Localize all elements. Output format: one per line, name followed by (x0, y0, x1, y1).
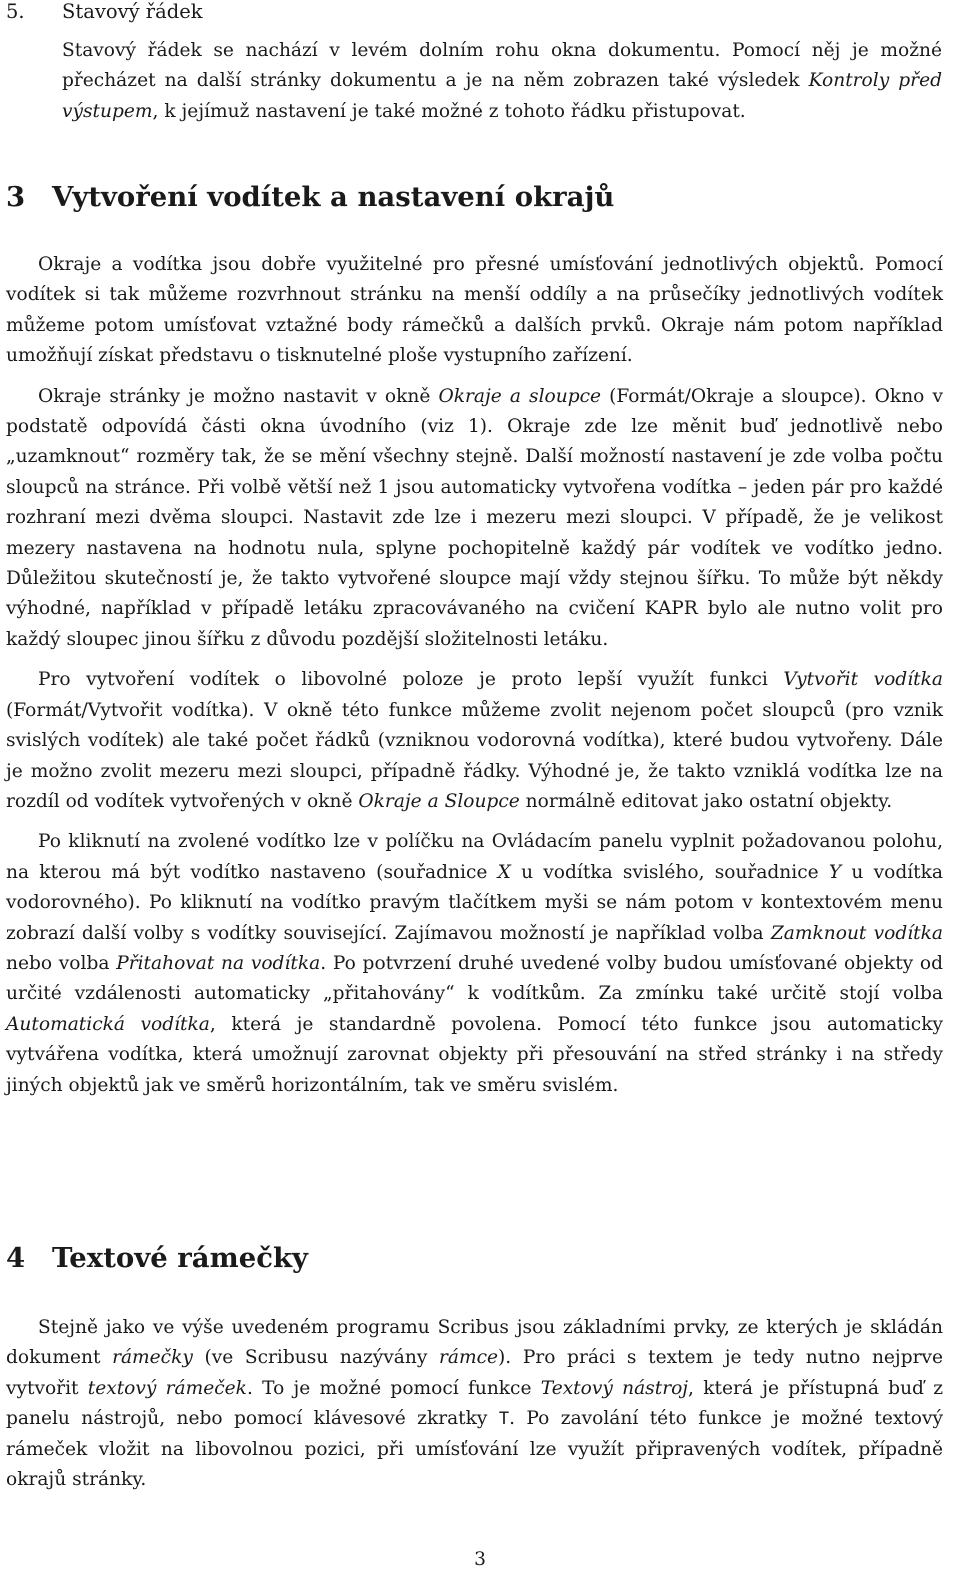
list-item-heading (6, 0, 203, 24)
paragraph: Stavový řádek se nachází v levém dolním rohu okna dokumentu. Pomocí něj je možné přecházet na další stránky dokumentu a je na něm zobrazen také výsledek Kontroly před výstupem, k jejímuž nastavení je také možné z tohoto řádku přistupovat. (62, 40, 942, 122)
section-title: Vytvoření vodítek a nastavení okrajů (52, 181, 615, 213)
page-number: 3 (474, 1549, 486, 1570)
paragraph: Stejně jako ve výše uvedeném programu Scribus jsou základními prvky, ze kterých je skládán dokument rámečky (ve Scribusu nazývány rámce). Pro práci s textem je tedy nutno nejprve vytvořit textový rámeček. To je možné pomocí funkce Textový nástroj, která je přístupná buď z panelu nástrojů, nebo pomocí klávesové zkratky T. Po zavolání této funkce je možné textový rámeček vložit na libovolnou pozici, při umísťování lze využít připravených vodítek, případně okrajů stránky. (6, 1317, 944, 1491)
section-heading-3 (6, 180, 614, 214)
keyboard-shortcut: T (498, 1409, 510, 1430)
paragraph: Okraje stránky je možno nastavit v okně Okraje a sloupce (Formát/Okraje a sloupce). Okno v podstatě odpovídá části okna úvodního (viz 1). Okraje zde lze měnit buď jednotlivě nebo „uzamknout“ rozměry tak, že se mění všechny stejně. Další možností nastavení je zde volba počtu sloupců na stránce. Při volbě větší než 1 jsou automaticky vytvořena vodítka – jeden pár pro každé rozhraní mezi dvěma sloupci. Nastavit zde lze i mezeru mezi sloupci. V případě, že je velikost mezery nastavena na hodnotu nula, splyne pochopitelně každý pár vodítek ve vodítko jedno. Důležitou skutečností je, že takto vytvořené sloupce mají vždy stejnou šířku. To může být někdy výhodné, například v případě letáku zpracovávaného na cvičení KAPR bylo ale nutno volit pro každý sloupec jinou šířku z důvodu pozdější složitelnosti letáku. (6, 385, 943, 650)
list-item-body (62, 36, 942, 127)
paragraph: Okraje a vodítka jsou dobře využitelné pro přesné umísťování jednotlivých objektů. Pomocí vodítek si tak můžeme rozvrhnout stránku na menší oddíly a na průsečíky jednotlivých vodítek můžeme potom umísťovat vztažné body rámečků a dalších prvků. Okraje nám potom například umožňují získat představu o tisknutelné ploše vystupního zařízení. (6, 254, 943, 367)
section-number: 3 (6, 181, 26, 213)
section-heading-4 (6, 1241, 308, 1275)
section-title: Textové rámečky (52, 1242, 308, 1274)
list-item-number: 5. (6, 0, 25, 23)
paragraph: Pro vytvoření vodítek o libovolné poloze je proto lepší využít funkci Vytvořit vodítka (Formát/Vytvořit vodítka). V okně této funkce můžeme zvolit nejenom počet sloupců (pro vznik svislých vodítek) ale také počet řádků (vzniknou vodorovná vodítka), které budou vytvořeny. Dále je možno zvolit mezeru mezi sloupci, případně řádky. Výhodné je, že takto vzniklá vodítka lze na rozdíl od vodítek vytvořených v okně Okraje a Sloupce normálně editovat jako ostatní objekty. (6, 669, 943, 812)
section-4-body (6, 1313, 943, 1495)
list-item-title: Stavový řádek (62, 0, 203, 23)
section-number: 4 (6, 1242, 26, 1274)
paragraph: Po kliknutí na zvolené vodítko lze v políčku na Ovládacím panelu vyplnit požadovanou polohu, na kterou má být vodítko nastaveno (souřadnice X u vodítka svislého, souřadnice Y u vodítka vodorovného). Po kliknutí na vodítko pravým tlačítkem myši se nám potom v kontextovém menu zobrazí další volby s vodítky související. Zajímavou možností je například volba Zamknout vodítka nebo volba Přitahovat na vodítka. Po potvrzení druhé uvedené volby budou umísťované objekty od určité vzdálenosti automaticky „přitahovány“ k vodítkům. Za zmínku také určitě stojí volba Automatická vodítka, která je standardně povolena. Pomocí této funkce jsou automaticky vytvářena vodítka, která umožnují zarovnat objekty při přesouvání na střed stránky i na středy jiných objektů jak ve směrů horizontálním, tak ve směru svislém. (6, 831, 943, 1096)
section-3-body (6, 250, 943, 1101)
